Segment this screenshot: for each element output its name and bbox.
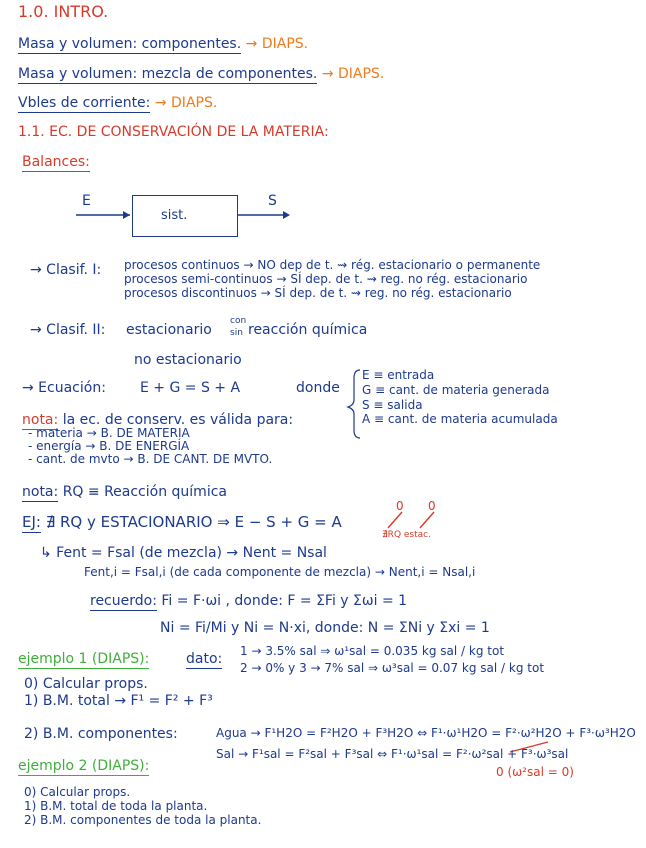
ecuacion-label: → Ecuación: xyxy=(22,380,106,396)
section-heading-1-1: 1.1. EC. DE CONSERVACIÓN DE LA MATERIA: xyxy=(18,124,329,140)
clasif2-label: → Clasif. II: xyxy=(30,322,106,338)
def-acumulada: A ≡ cant. de materia acumulada xyxy=(362,412,558,426)
ejemplo1-step-0: 0) Calcular props. xyxy=(24,676,148,692)
link-vbles-corriente[interactable]: Vbles de corriente: xyxy=(18,95,151,111)
clasif1-row-discontinuos: procesos discontinuos → SÍ dep. de t. ⇝ reg. no rég. estacionario xyxy=(124,286,512,300)
agua-balance: Agua → F¹H2O = F²H2O + F³H2O ⇔ F¹·ω¹H2O = F²·ω²H2O + F³·ω³H2O xyxy=(216,726,636,740)
clasif1-row-continuos: procesos continuos → NO dep de t. ⇝ rég. estacionario o permanente xyxy=(124,258,541,272)
ejemplo1-label[interactable]: ejemplo 1 (DIAPS): xyxy=(18,651,150,667)
diagram-input-label: E xyxy=(82,193,91,209)
section-heading-intro: 1.0. INTRO. xyxy=(18,2,109,21)
ej-text: ∄ RQ y ESTACIONARIO ⇒ E − S + G = A xyxy=(45,513,342,531)
clasif2-con: con xyxy=(230,316,247,326)
nota2-label: nota: xyxy=(22,484,59,500)
ej-zero-a: 0 xyxy=(428,499,436,513)
def-salida: S ≡ salida xyxy=(362,398,423,412)
def-generada: G ≡ cant. de materia generada xyxy=(362,383,550,397)
ejemplo2-step-0: 0) Calcular props. xyxy=(24,785,131,799)
nota1-item-materia: - materia → B. DE MATERIA xyxy=(28,426,190,440)
arrow-icon: → xyxy=(154,95,167,111)
brace-icon xyxy=(348,370,360,438)
recuerdo-label: recuerdo: xyxy=(90,593,157,609)
nota2-row xyxy=(22,484,227,500)
clasif2-estacionario: estacionario xyxy=(126,322,212,338)
clasif2-sin: sin xyxy=(230,328,243,338)
feut-line-2: Fent,i = Fsal,i (de cada componente de mezcla) → Nent,i = Nsal,i xyxy=(84,565,476,579)
recuerdo-row xyxy=(90,593,407,609)
diaps-label: DIAPS. xyxy=(171,95,218,111)
ecuacion-donde: donde xyxy=(296,380,340,396)
recuerdo-line-2: Ni = Fi/Mi y Ni = N·xi, donde: N = ΣNi y Σxi = 1 xyxy=(160,620,490,636)
clasif1-row-semicontinuos: procesos semi-continuos → SÍ dep. de t. ⇝ reg. no rég. estacionario xyxy=(124,272,528,286)
ejemplo2-label[interactable]: ejemplo 2 (DIAPS): xyxy=(18,758,150,774)
system-label: sist. xyxy=(161,208,188,223)
arrow-icon: → xyxy=(321,66,334,82)
nota1-item-mvto: - cant. de mvto → B. DE CANT. DE MVTO. xyxy=(28,452,273,466)
diaps-label: DIAPS. xyxy=(338,66,385,82)
nota1-item-energia: - energía → B. DE ENERGÍA xyxy=(28,439,190,453)
ej-zero-g: 0 xyxy=(396,499,404,513)
diagram-output-label: S xyxy=(268,193,277,209)
balances-title: Balances: xyxy=(22,154,90,170)
zero-note: 0 (ω²sal = 0) xyxy=(496,765,574,779)
clasif2-reaction: reacción química xyxy=(248,322,368,338)
arrow-in-head xyxy=(123,211,130,219)
clasif2-no-estacionario: no estacionario xyxy=(134,352,242,368)
nota1-label: nota: xyxy=(22,412,59,428)
dato-line-1: 1 → 3.5% sal ⇒ ω¹sal = 0.035 kg sal / kg tot xyxy=(240,644,505,658)
strike-g xyxy=(388,512,402,528)
ej-annotation: ∄RQ estac. xyxy=(382,530,431,540)
arrow-icon: → xyxy=(245,36,258,52)
link-masa-mezcla[interactable]: Masa y volumen: mezcla de componentes. xyxy=(18,66,318,82)
recuerdo-text: Fi = F·ωi , donde: F = ΣFi y Σωi = 1 xyxy=(161,593,408,609)
nota2-text: RQ ≡ Reacción química xyxy=(62,484,227,500)
dato-label: dato: xyxy=(186,651,223,667)
ejemplo1-step-2-label: 2) B.M. componentes: xyxy=(24,726,178,742)
feut-line-1: ↳ Fent = Fsal (de mezcla) → Nent = Nsal xyxy=(40,545,327,561)
ejemplo2-step-2: 2) B.M. componentes de toda la planta. xyxy=(24,813,262,827)
diaps-label: DIAPS. xyxy=(261,36,309,52)
clasif1-label: → Clasif. I: xyxy=(30,262,102,278)
ejemplo2-step-1: 1) B.M. total de toda la planta. xyxy=(24,799,208,813)
dato-line-2: 2 → 0% y 3 → 7% sal ⇒ ω³sal = 0.07 kg sal / kg tot xyxy=(240,661,545,675)
ej-label: EJ: xyxy=(22,513,41,531)
ejemplo1-step-1: 1) B.M. total → F¹ = F² + F³ xyxy=(24,693,213,709)
ej-row xyxy=(22,514,342,530)
ecuacion-formula: E + G = S + A xyxy=(140,380,241,396)
link-masa-componentes[interactable]: Masa y volumen: componentes. xyxy=(18,36,242,52)
strike-a xyxy=(420,512,434,528)
def-entrada: E ≡ entrada xyxy=(362,368,435,382)
sal-balance: Sal → F¹sal = F²sal + F³sal ⇔ F¹·ω¹sal = F²·ω²sal + F³·ω³sal xyxy=(216,747,569,761)
arrow-out-head xyxy=(283,211,290,219)
nota1-text: la ec. de conserv. es válida para: xyxy=(62,412,294,428)
